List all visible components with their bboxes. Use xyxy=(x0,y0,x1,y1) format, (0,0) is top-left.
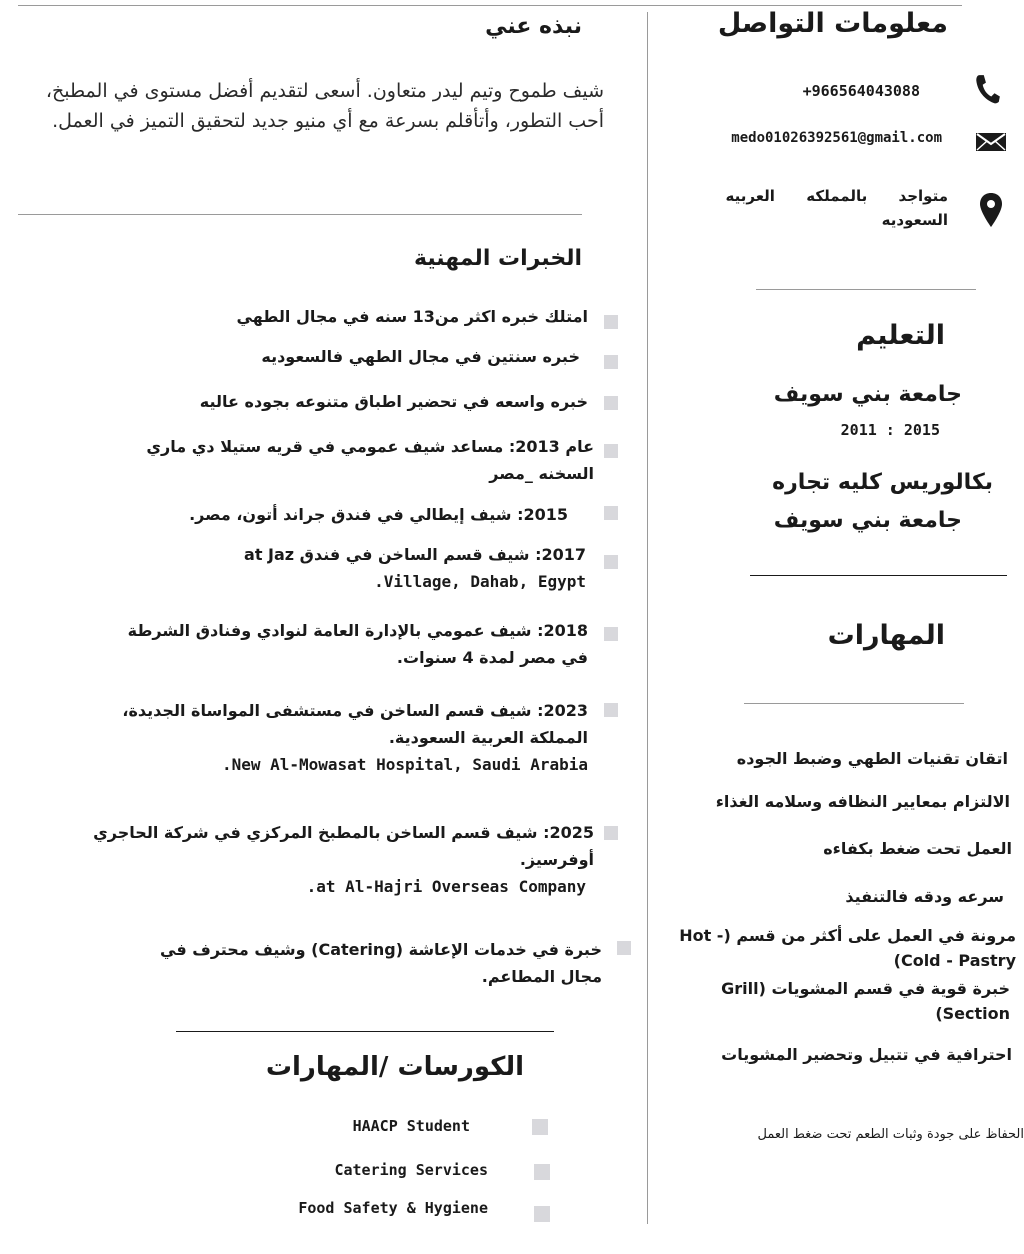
bullet-square xyxy=(604,703,618,717)
about-heading: نبذه عني xyxy=(485,14,582,39)
course-item: Food Safety & Hygiene xyxy=(298,1199,488,1217)
experience-line: المملكة العربية السعودية. xyxy=(388,728,588,747)
skill-item: اتقان تقنيات الطهي وضبط الجوده xyxy=(736,749,1008,768)
courses-heading: الكورسات /المهارات xyxy=(265,1052,524,1082)
experience-line: خبره واسعه في تحضير اطباق متنوعه بجوده عاليه xyxy=(199,392,588,411)
experience-line: 2023: شيف قسم الساخن في مستشفى المواساة الجديدة، xyxy=(122,701,588,720)
bullet-square xyxy=(532,1119,548,1135)
envelope-icon xyxy=(975,132,1007,152)
experience-line: New Al-Mowasat Hospital, Saudi Arabia. xyxy=(221,755,588,774)
skills-heading: المهارات xyxy=(827,620,945,651)
skill-item: الحفاظ على جودة وثبات الطعم تحت ضغط العمل xyxy=(757,1127,1024,1142)
experience-line: عام 2013: مساعد شيف عمومي في قريه ستيلا دي ماري xyxy=(146,437,594,456)
bullet-square xyxy=(604,396,618,410)
experience-line: 2017: شيف قسم الساخن في فندق at Jaz xyxy=(244,545,586,564)
bullet-square xyxy=(604,555,618,569)
bullet-square xyxy=(604,355,618,369)
column-divider xyxy=(647,12,648,1224)
course-item: Catering Services xyxy=(334,1161,488,1179)
experience-line: امتلك خبره اكثر من13 سنه في مجال الطهي xyxy=(236,307,588,326)
experience-line: السخنه _مصر xyxy=(489,464,594,483)
location-pin-icon xyxy=(979,192,1003,228)
experience-item xyxy=(110,936,602,990)
bullet-square xyxy=(604,826,618,840)
experience-line: أوفرسيز. xyxy=(519,850,594,869)
about-text: شيف طموح وتيم ليدر متعاون. أسعى لتقديم أفضل مستوى في المطبخ، أحب التطور، وأتأقلم بسرعة مع أي منيو جديد لتحقيق التميز في العمل. xyxy=(45,80,604,132)
experience-line: خبرة في خدمات الإعاشة (Catering) وشيف محترف في xyxy=(160,940,602,959)
experience-item xyxy=(150,303,588,330)
education-university: جامعة بني سويف xyxy=(773,382,962,407)
skill-item: الالتزام بمعايير النظافه وسلامه الغذاء xyxy=(715,792,1010,811)
bullet-square xyxy=(617,941,631,955)
skill-item: سرعه ودقه فالتنفيذ xyxy=(845,887,1004,906)
phone-number: +966564043088 xyxy=(802,82,920,100)
location-text: متواجد بالمملكه العربيه السعوديه xyxy=(720,187,948,229)
bullet-square xyxy=(604,315,618,329)
skill-item: خبرة قوية في قسم المشويات (Grill Section) xyxy=(721,979,1010,1023)
experience-line: 2015: شيف إيطالي في فندق جراند أتون، مصر. xyxy=(189,505,568,524)
divider-about xyxy=(18,214,582,215)
divider-contact xyxy=(756,289,976,290)
skill-item: مرونة في العمل على أكثر من قسم (Hot - Cold - Pastry) xyxy=(679,926,1016,970)
experience-line: at Al-Hajri Overseas Company. xyxy=(306,877,586,896)
experience-item xyxy=(150,541,586,595)
experience-line: خبره سنتين في مجال الطهي فالسعوديه xyxy=(261,347,580,366)
experience-item xyxy=(120,388,588,415)
experience-line: Village, Dahab, Egypt. xyxy=(374,572,586,591)
email-address: medo01026392561@gmail.com xyxy=(731,130,942,146)
phone-icon xyxy=(974,74,1000,104)
education-degree: بكالوريس كليه تجاره xyxy=(772,470,993,495)
bullet-square xyxy=(534,1164,550,1180)
divider-education xyxy=(750,575,1007,576)
bullet-square xyxy=(604,506,618,520)
course-item: HAACP Student xyxy=(352,1117,470,1135)
experience-item xyxy=(60,617,588,671)
skill-item: احترافية في تتبيل وتحضير المشويات xyxy=(721,1045,1012,1064)
education-years: 2011 : 2015 xyxy=(840,421,940,439)
experience-line: في مصر لمدة 4 سنوات. xyxy=(396,648,588,667)
experience-heading: الخبرات المهنية xyxy=(413,246,582,271)
experience-item xyxy=(40,819,594,900)
experience-item xyxy=(60,697,588,778)
experience-item xyxy=(120,501,568,528)
experience-item xyxy=(80,433,594,487)
bullet-square xyxy=(534,1206,550,1222)
education-university-2: جامعة بني سويف xyxy=(773,508,962,533)
experience-line: 2025: شيف قسم الساخن بالمطبخ المركزي في شركة الحاجري xyxy=(93,823,594,842)
experience-line: مجال المطاعم. xyxy=(481,967,602,986)
top-rule xyxy=(18,5,962,6)
divider-skills xyxy=(744,703,964,704)
skill-item: العمل تحت ضغط بكفاءه xyxy=(823,839,1012,858)
bullet-square xyxy=(604,444,618,458)
experience-item xyxy=(150,343,580,370)
experience-line: 2018: شيف عمومي بالإدارة العامة لنوادي وفنادق الشرطة xyxy=(127,621,588,640)
contact-heading: معلومات التواصل xyxy=(717,8,948,39)
education-heading: التعليم xyxy=(856,320,945,351)
divider-experience xyxy=(176,1031,554,1032)
bullet-square xyxy=(604,627,618,641)
